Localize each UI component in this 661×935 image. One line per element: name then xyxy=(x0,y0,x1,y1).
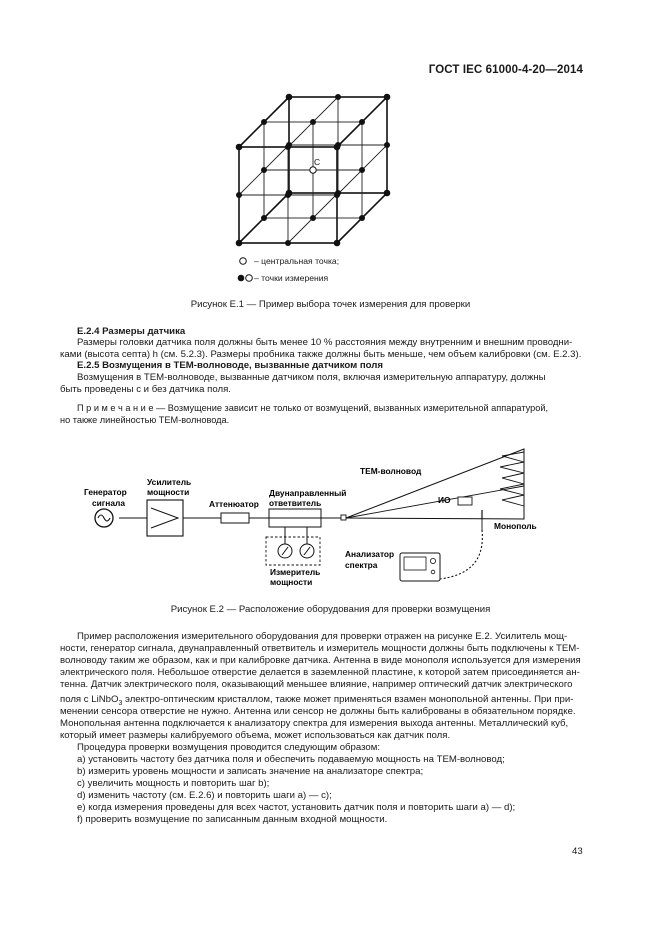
body-line: Пример расположения измерительного оборудования для проверки отражен на рисунке Е.2. Усилитель мощ- xyxy=(77,631,568,642)
section-e25-line: Возмущения в ТЕМ-волноводе, вызванные датчиком поля, включая измерительную аппаратуру, должны xyxy=(77,372,546,383)
open-circle-icon xyxy=(240,258,247,265)
body-line: Монопольная антенна подключается к анализатору спектра для измерения выхода антенны. Металлический куб, xyxy=(60,718,569,729)
legend-measurement-points: – точки измерения xyxy=(254,273,329,283)
procedure-step: e) когда измерения проведены для всех частот, установить датчик поля и повторить шаги а) — d); xyxy=(77,802,516,813)
tem-label: ТЕМ-волновод xyxy=(360,466,422,476)
coupler-label: ответвитель xyxy=(269,498,322,508)
linbo-subscript: 3 xyxy=(118,699,123,707)
body-line: тенна. Датчик электрического поля, оказывающий меньшее влияние, например оптический датчик электрического xyxy=(60,679,573,690)
power-meter-label: Измеритель xyxy=(270,567,321,577)
section-e24-line: Размеры головки датчика поля должны быть менее 10 % расстояния между внутренним и внешним проводни- xyxy=(77,337,573,348)
generator-label: сигнала xyxy=(92,498,125,508)
procedure-step: f) проверить возмущение по записанным данным входной мощности. xyxy=(77,814,388,825)
analyzer-label: Анализатор xyxy=(345,549,395,559)
center-label: C xyxy=(314,157,321,167)
amplifier-label: Усилитель xyxy=(147,477,192,487)
open-circle-icon xyxy=(246,275,253,282)
linbo-suffix: электро-оптическим кристаллом, также может применяться взамен монопольной антенны. При при- xyxy=(122,694,574,705)
procedure-step: a) установить частоту без датчика поля и обеспечить подаваемую мощность на ТЕМ-волновод; xyxy=(77,754,505,765)
io-label: ИО xyxy=(438,495,451,505)
standard-header: ГОСТ IEC 61000-4-20—2014 xyxy=(428,64,583,76)
body-line: который имеет размеры калибруемого объема, может использоваться как датчик поля. xyxy=(60,730,451,741)
linbo-prefix: поля с xyxy=(60,694,92,705)
body-line: волноводу таким же образом, как и при калибровке датчика. Антенна в виде монополя используется для измерения xyxy=(60,655,581,666)
power-meter-label: мощности xyxy=(270,577,313,587)
cube-measurement-points-figure xyxy=(225,88,405,258)
body-line: Процедура проверки возмущения проводится следующим образом: xyxy=(77,742,380,753)
section-e25-line: быть проведены с и без датчика поля. xyxy=(60,384,231,395)
amplifier-label: мощности xyxy=(147,487,190,497)
note-line: но также линейностью ТЕМ-волновода. xyxy=(60,415,230,425)
analyzer-label: спектра xyxy=(345,560,378,570)
body-line: ности, генератор сигнала, двунаправленный ответвитель и измеритель мощности должны быть подключены к ТЕМ- xyxy=(60,643,580,654)
section-e25-heading: Е.2.5 Возмущения в ТЕМ-волноводе, вызванные датчиком поля xyxy=(77,360,383,371)
linbo-formula: LiNbO xyxy=(91,694,119,705)
tem-waveguide-icon xyxy=(346,449,524,519)
procedure-step: c) увеличить мощность и повторить шаг b); xyxy=(77,778,270,789)
coupler-label: Двунаправленный xyxy=(269,488,347,498)
disturbance-check-setup-figure xyxy=(80,430,560,595)
body-line: менении сенсора отверстие не нужно. Антенна или сенсор не должны быть калиброваны в обязательном порядке. xyxy=(60,706,576,717)
figure-e1-caption: Рисунок Е.1 — Пример выбора точек измерения для проверки xyxy=(190,299,471,310)
section-e24-line: ками (высота септа) h (см. 5.2.3). Размеры пробника также должны быть меньше, чем объем калибровки (см. Е.2.3). xyxy=(60,349,582,360)
attenuator-label: Аттенюатор xyxy=(209,499,259,509)
section-e24-heading: Е.2.4 Размеры датчика xyxy=(77,326,186,337)
io-icon xyxy=(458,497,472,505)
generator-label: Генератор xyxy=(84,487,127,497)
attenuator-icon xyxy=(221,513,249,523)
center-point xyxy=(310,167,316,173)
note-line: П р и м е ч а н и е — Возмущение зависит не только от возмущений, вызванных измерительной аппаратурой, xyxy=(77,403,549,413)
body-line: электрического поля. Небольшое отверстие делается в заземленной пластине, к которой затем присоединяется ан- xyxy=(60,667,580,678)
legend-center-point: – центральная точка; xyxy=(254,256,340,266)
filled-circle-icon xyxy=(238,275,245,282)
procedure-step: d) изменить частоту (см. Е.2.6) и повторить шаги а) — с); xyxy=(77,790,332,801)
figure-e2-caption: Рисунок Е.2 — Расположение оборудования для проверки возмущения xyxy=(170,604,491,615)
procedure-step: b) измерить уровень мощности и записать значение на анализаторе спектра; xyxy=(77,766,424,777)
monopole-label: Монополь xyxy=(494,521,537,531)
page-number: 43 xyxy=(572,846,583,857)
